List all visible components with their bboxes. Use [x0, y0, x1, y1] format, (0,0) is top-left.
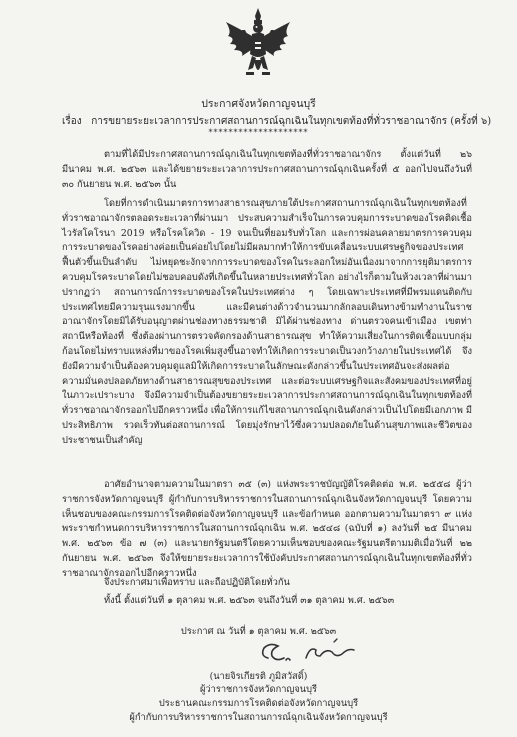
paragraph-reference: ตามที่ได้มีประกาศสถานการณ์ฉุกเฉินในทุกเขตท้องที่ทั่วราชอาณาจักร ตั้งแต่วันที่ ๒๖ มีนาคม พ.ศ. ๒๕๖๓ และได้ขยายระยะเวลาการประกาศสถานการณ์ฉุกเฉินครั้งที่ ๕ ออกไปจนถึงวันที่ ๓๐ กันยายน พ.ศ. ๒๕๖๓ นั้น [62, 149, 472, 190]
garuda-emblem-icon [222, 6, 294, 82]
signer-name: (นายจิรเกียรติ ภูมิสวัสดิ์) [209, 671, 308, 682]
signer-position-committee-chair: ประธานคณะกรรมการโรคติดต่อจังหวัดกาญจนบุรี [158, 698, 359, 709]
paragraph-rationale: โดยที่การดำเนินมาตรการทางสาธารณสุขภายใต้ประกาศสถานการณ์ฉุกเฉินในทุกเขตท้องที่ทั่วราชอาณาจักรตลอดระยะเวลาที่ผ่านมา ประสบความสำเร็จในการควบคุมการระบาดของโรคติดเชื้อไวรัสโคโรนา 2019 หรือโรคโควิด - 19 จนเป็นที่ยอมรับทั่วโลก และการผ่อนคลายมาตรการควบคุมการระบาดของโรคอย่างค่อยเป็นค่อยไปโดยไม่มีผลมากทำให้การขับเคลื่อนระบบเศรษฐกิจของประเทศฟื้นตัวขึ้นเป็นลำดับ ไม่หยุดชะงักจากการระบาดของโรคในระลอกใหม่อันเนื่องมาจากการยุติมาตรการควบคุมโรคระบาดโดยไม่ชอบคอบดังที่เกิดขึ้นในหลายประเทศทั่วโลก อย่างไรก็ตามในห้วงเวลาที่ผ่านมาปรากฏว่า สถานการณ์การระบาดของโรคในประเทศต่าง ๆ โดยเฉพาะประเทศที่มีพรมแดนติดกับประเทศไทยมีความรุนแรงมากขึ้น และมีคนต่างด้าวจำนวนมากลักลอบเดินทางข้ามทำงานในราชอาณาจักรโดยมิได้รับอนุญาตผ่านช่องทางธรรมชาติ มิได้ผ่านช่องทาง ด่านตรวจคนเข้าเมือง เขตท่า สถานีหรือท้องที่ ซึ่งต้องผ่านการตรวจคัดกรองด้านสาธารณสุข ทำให้ความเสี่ยงในการติดเชื้อแบบกลุ่มก้อนโดยไม่ทราบแหล่งที่มาของโรคเพิ่มสูงขึ้นอาจทำให้เกิดการระบาดเป็นวงกว้างภายในประเทศได้ จึงยังมีความจำเป็นต้องควบคุมดูแลมิให้เกิดการระบาดในลักษณะดังกล่าวขึ้นในประเทศอันจะส่งผลต่อความมั่นคงปลอดภัยทางด้านสาธารณสุขของประเทศ และต่อระบบเศรษฐกิจและสังคมของประเทศที่อยู่ในภาวะเปราะบาง จึงมีความจำเป็นต้องขยายระยะเวลาการประกาศสถานการณ์ฉุกเฉินในทุกเขตท้องที่ทั่วราชอาณาจักรออกไปอีกคราวหนึ่ง เพื่อให้การแก้ไขสถานการณ์ฉุกเฉินดังกล่าวเป็นไปโดยมีเอกภาพ มีประสิทธิภาพ รวดเร็วทันต่อสถานการณ์ โดยมุ่งรักษาไว้ซึ่งความปลอดภัยในด้านสุขภาพและชีวิตของประชาชนเป็นสำคัญ [62, 198, 472, 446]
subject-text: การขยายระยะเวลาการประกาศสถานการณ์ฉุกเฉินในทุกเขตท้องที่ทั่วราชอาณาจักร (ครั้งที่ ๖) [91, 116, 492, 127]
announced-date: ประกาศ ณ วันที่ ๑ ตุลาคม พ.ศ. ๒๕๖๓ [180, 626, 337, 637]
signature [250, 636, 365, 668]
paragraph-authority: อาศัยอำนาจตามความในมาตรา ๓๕ (๓) แห่งพระราชบัญญัติโรคติดต่อ พ.ศ. ๒๕๕๘ ผู้ว่าราชการจังหวัดกาญจนบุรี ผู้กำกับการบริหารราชการในสถานการณ์ฉุกเฉินจังหวัดกาญจนบุรี โดยความเห็นชอบของคณะกรรมการโรคติดต่อจังหวัดกาญจนบุรี และข้อกำหนด ออกตามความในมาตรา ๙ แห่งพระราชกำหนดการบริหารราชการในสถานการณ์ฉุกเฉิน พ.ศ. ๒๕๔๘ (ฉบับที่ ๑) ลงวันที่ ๒๕ มีนาคม พ.ศ. ๒๕๖๓ ข้อ ๗ (๓) และนายกรัฐมนตรีโดยความเห็นชอบของคณะรัฐมนตรีตามมติเมื่อวันที่ ๒๒ กันยายน พ.ศ. ๒๕๖๓ จึงให้ขยายระยะเวลาการใช้บังคับประกาศสถานการณ์ฉุกเฉินในทุกเขตท้องที่ทั่วราชอาณาจักรออกไปอีกคราวหนึ่ง [62, 479, 472, 579]
paragraph-notice: จึงประกาศมาเพื่อทราบ และถือปฏิบัติโดยทั่วกัน [104, 577, 290, 588]
signer-position-emergency-director: ผู้กำกับการบริหารราชการในสถานการณ์ฉุกเฉินจังหวัดกาญจนบุรี [129, 712, 388, 723]
subject-line [62, 115, 492, 128]
subject-label: เรื่อง [62, 116, 82, 127]
paragraph-effective-period: ทั้งนี้ ตั้งแต่วันที่ ๑ ตุลาคม พ.ศ. ๒๕๖๓ จนถึงวันที่ ๓๑ ตุลาคม พ.ศ. ๒๕๖๓ [104, 595, 395, 606]
separator: ******************** [208, 128, 309, 137]
document-title: ประกาศจังหวัดกาญจนบุรี [201, 98, 316, 110]
signer-position-governor: ผู้ว่าราชการจังหวัดกาญจนบุรี [199, 684, 318, 695]
